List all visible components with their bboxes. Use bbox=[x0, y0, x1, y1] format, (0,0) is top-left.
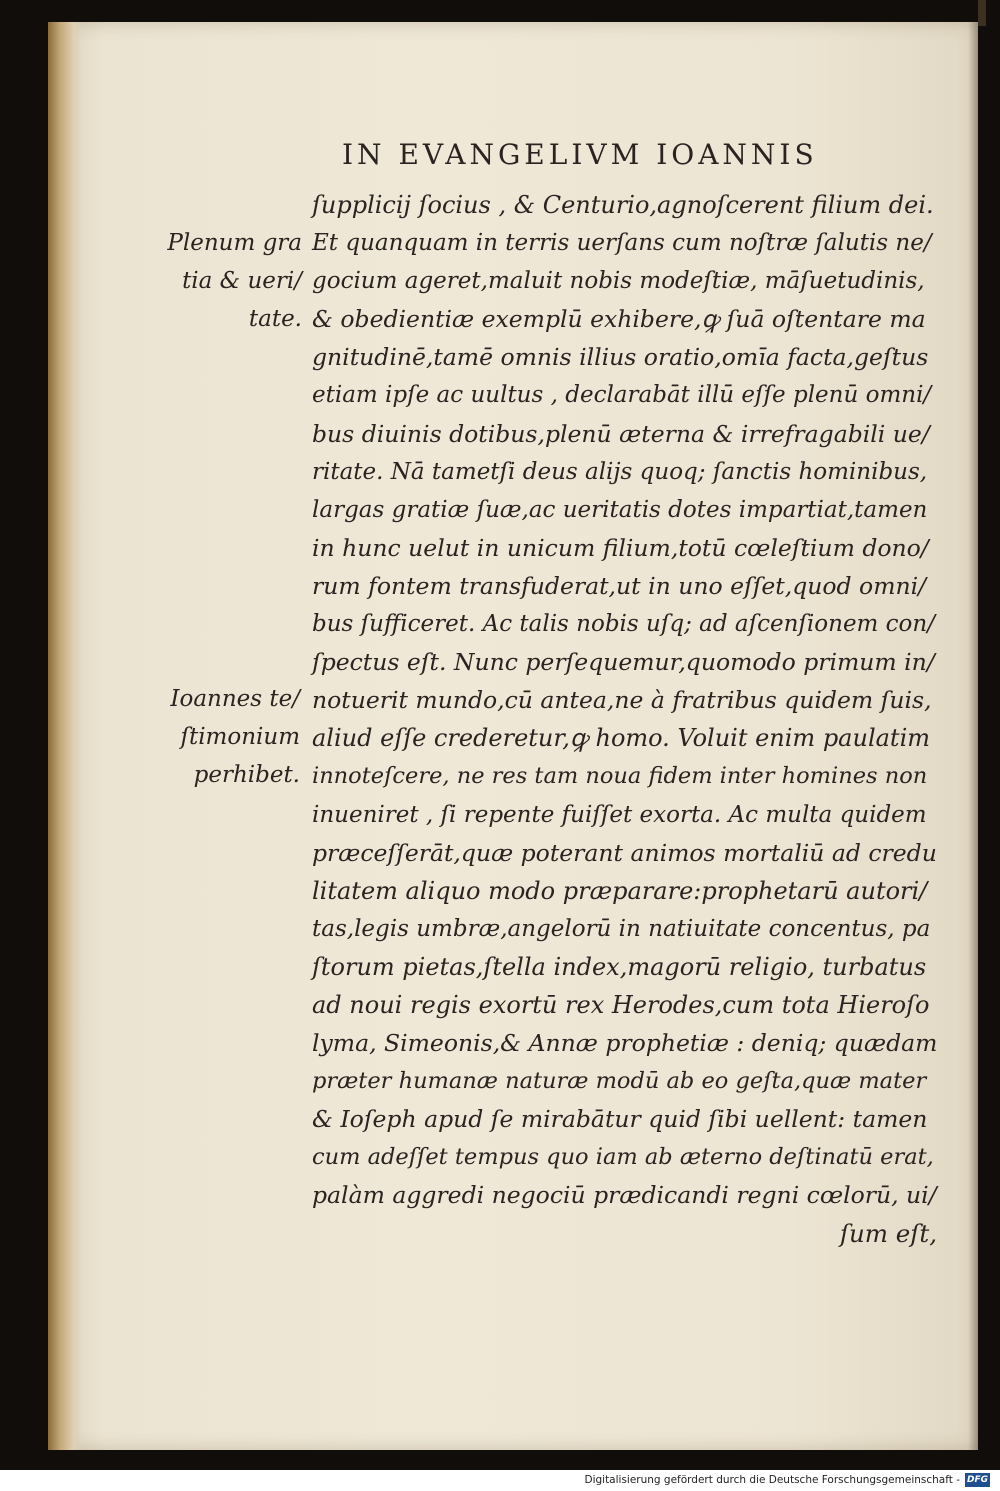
text-line: rum fontem transfuderat,ut in uno eſſet,quod omni/ bbox=[312, 571, 927, 600]
text-line: præceſſerāt,quæ poterant animos mortaliū ad credu bbox=[312, 838, 937, 867]
text-line: etiam ipſe ac uultus , declarabāt illū eſſe plenū omni/ bbox=[312, 382, 932, 409]
text-line: innoteſcere, ne res tam noua fidem inter homines non bbox=[312, 763, 928, 790]
margin-note-line: ſtimonium bbox=[180, 724, 300, 751]
text-line: bus diuinis dotibus,plenū æterna & irrefragabili ue/ bbox=[312, 419, 930, 448]
text-line: ſtorum pietas,ſtella index,magorū religio, turbatus bbox=[312, 952, 927, 981]
text-line: cum adeſſet tempus quo iam ab æterno deſtinatū erat, bbox=[312, 1144, 934, 1171]
text-line: palàm aggredi negociū prædicandi regni cœlorū, ui/ bbox=[312, 1181, 937, 1210]
text-line: Et quanquam in terris uerſans cum noſtræ ſalutis ne/ bbox=[312, 230, 932, 257]
book-edge-mark bbox=[978, 0, 986, 26]
text-line: notuerit mundo,cū antea,ne à fratribus quidem ſuis, bbox=[312, 686, 932, 715]
text-line: & Ioſeph apud ſe mirabātur quid ſibi uellent: tamen bbox=[312, 1105, 928, 1134]
text-line: lyma, Simeonis,& Annæ prophetiæ : deniq; quædam bbox=[312, 1029, 938, 1058]
text-line: & obedientiæ exemplū exhibere,ꝙ ſuā oſtentare ma bbox=[312, 305, 926, 334]
body-text bbox=[312, 186, 937, 1253]
text-line: ſpectus eſt. Nunc perſequemur,quomodo primum in/ bbox=[312, 648, 935, 677]
margin-note-line: tate. bbox=[248, 306, 302, 333]
running-head: IN EVANGELIVM IOANNIS bbox=[342, 138, 818, 171]
funding-credit: Digitalisierung gefördert durch die Deutsche Forschungsgemeinschaft - bbox=[584, 1474, 960, 1486]
footer-bar bbox=[0, 1470, 1000, 1491]
text-line: aliud eſſe crederetur,ꝙ homo. Voluit enim paulatim bbox=[312, 724, 931, 753]
margin-note-line: tia & ueri/ bbox=[182, 268, 302, 295]
text-line: inueniret , ſi repente fuiſſet exorta. Ac multa quidem bbox=[312, 801, 927, 828]
dfg-logo: DFG bbox=[966, 1475, 988, 1485]
text-line-catchword: ſum eſt, bbox=[839, 1218, 937, 1248]
margin-note-line: perhibet. bbox=[193, 762, 300, 789]
page-edge-shadow bbox=[968, 22, 978, 1450]
text-line: ſupplicij ſocius , & Centurio,agnoſcerent filium dei. bbox=[312, 191, 934, 219]
text-line: gnitudinē,tamē omnis illius oratio,omīa facta,geſtus bbox=[312, 343, 929, 372]
text-line: præter humanæ naturæ modū ab eo geſta,quæ mater bbox=[312, 1068, 927, 1095]
page-gutter bbox=[48, 22, 82, 1450]
margin-note-line: Ioannes te/ bbox=[170, 686, 300, 712]
text-line: tas,legis umbræ,angelorū in natiuitate concentus, pa bbox=[312, 915, 931, 942]
text-line: ad noui regis exortū rex Herodes,cum tota Hieroſo bbox=[312, 990, 930, 1019]
margin-note-plenum-gratia bbox=[152, 224, 302, 338]
margin-note-line: Plenum gra bbox=[167, 230, 302, 256]
text-line: gocium ageret,maluit nobis modeſtiæ, māſuetudinis, bbox=[312, 268, 925, 295]
text-line: in hunc uelut in unicum filium,totū cœleſtium dono/ bbox=[312, 533, 929, 562]
text-line: bus ſufficeret. Ac talis nobis uſq; ad aſcenſionem con/ bbox=[312, 611, 935, 638]
text-line: ritate. Nā tametſi deus alijs quoq; ſanctis hominibus, bbox=[312, 458, 928, 485]
margin-note-ioannes-testimonium bbox=[150, 680, 300, 794]
text-line: largas gratiæ ſuæ,ac ueritatis dotes impartiat,tamen bbox=[312, 496, 928, 523]
text-line: litatem aliquo modo præparare:prophetarū autori/ bbox=[312, 876, 928, 905]
